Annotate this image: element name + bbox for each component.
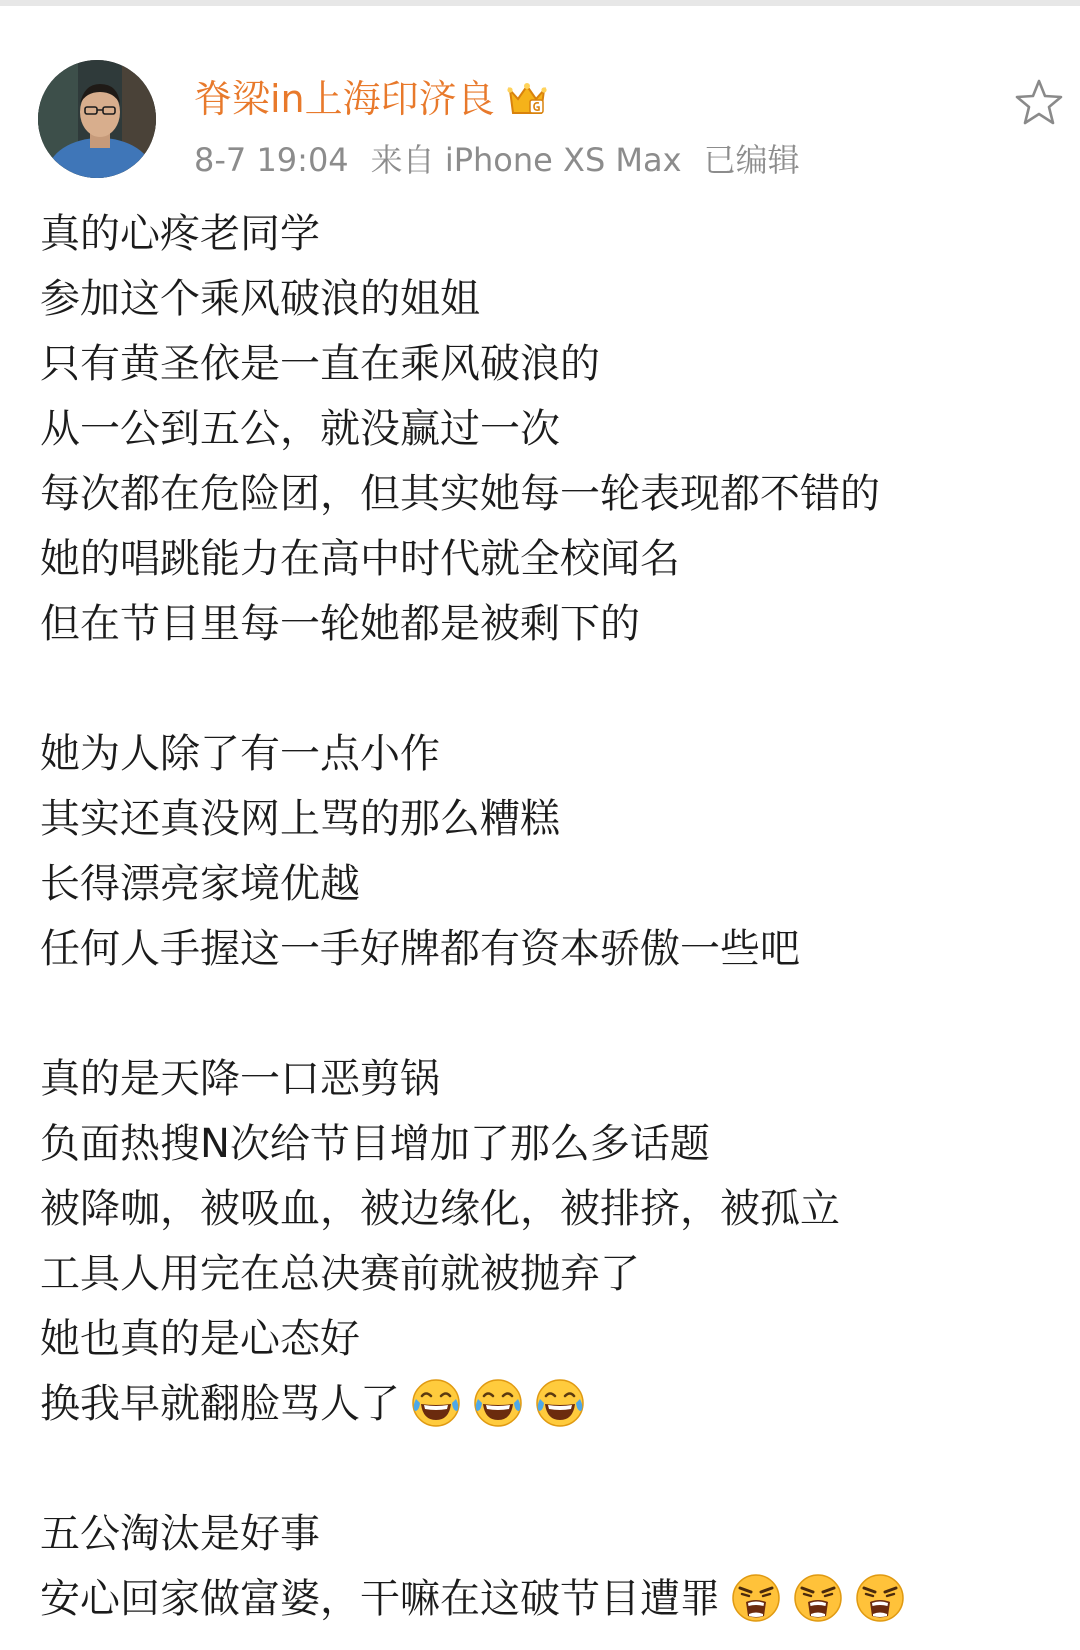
post-meta	[194, 140, 822, 180]
blank-line	[40, 982, 1060, 1047]
text-line: 每次都在危险团，但其实她每一轮表现都不错的	[40, 471, 880, 517]
blank-line	[40, 657, 1060, 722]
author-name-text: 脊梁in上海印济良	[194, 77, 495, 121]
text-line: 换我早就翻脸骂人了	[40, 1381, 400, 1427]
text-line: 五公淘汰是好事	[40, 1511, 320, 1557]
text-line: 其实还真没网上骂的那么糟糕	[40, 796, 560, 842]
text-line: 被降咖，被吸血，被边缘化，被排挤，被孤立	[40, 1186, 840, 1232]
text-line: 参加这个乘风破浪的姐姐	[40, 276, 480, 322]
text-line-with-emoji	[40, 1372, 1060, 1437]
text-line: 她的唱跳能力在高中时代就全校闻名	[40, 536, 680, 582]
star-icon[interactable]	[1012, 76, 1066, 130]
text-line: 长得漂亮家境优越	[40, 861, 360, 907]
text-line: 真的心疼老同学	[40, 211, 320, 257]
text-line: 真的是天降一口恶剪锅	[40, 1056, 440, 1102]
text-line: 负面热搜N次给节目增加了那么多话题	[40, 1121, 710, 1167]
avatar[interactable]	[38, 60, 156, 178]
text-line: 她也真的是心态好	[40, 1316, 360, 1362]
angry-shout-emoji-icon	[730, 1572, 782, 1644]
edited-label: 已编辑	[703, 141, 800, 179]
laughing-tears-emoji-icon	[410, 1377, 462, 1449]
text-line: 她为人除了有一点小作	[40, 731, 440, 777]
laughing-tears-emoji-icon	[472, 1377, 524, 1449]
text-line: 只有黄圣依是一直在乘风破浪的	[40, 341, 600, 387]
text-line: 工具人用完在总决赛前就被抛弃了	[40, 1251, 640, 1297]
text-line: 任何人手握这一手好牌都有资本骄傲一些吧	[40, 926, 800, 972]
text-line-with-emoji	[40, 1567, 1060, 1632]
crown-badge-icon	[507, 81, 547, 129]
text-line: 安心回家做富婆，干嘛在这破节目遭罪	[40, 1576, 720, 1622]
laughing-tears-emoji-icon	[534, 1377, 586, 1449]
weibo-post	[0, 6, 1080, 1650]
author-name[interactable]	[194, 76, 547, 129]
post-time: 8-7 19:04	[194, 141, 349, 179]
text-line: 但在节目里每一轮她都是被剩下的	[40, 601, 640, 647]
text-line: 从一公到五公，就没赢过一次	[40, 406, 560, 452]
post-body	[40, 202, 1060, 1632]
angry-shout-emoji-icon	[854, 1572, 906, 1644]
post-source: 来自 iPhone XS Max	[370, 141, 682, 179]
angry-shout-emoji-icon	[792, 1572, 844, 1644]
